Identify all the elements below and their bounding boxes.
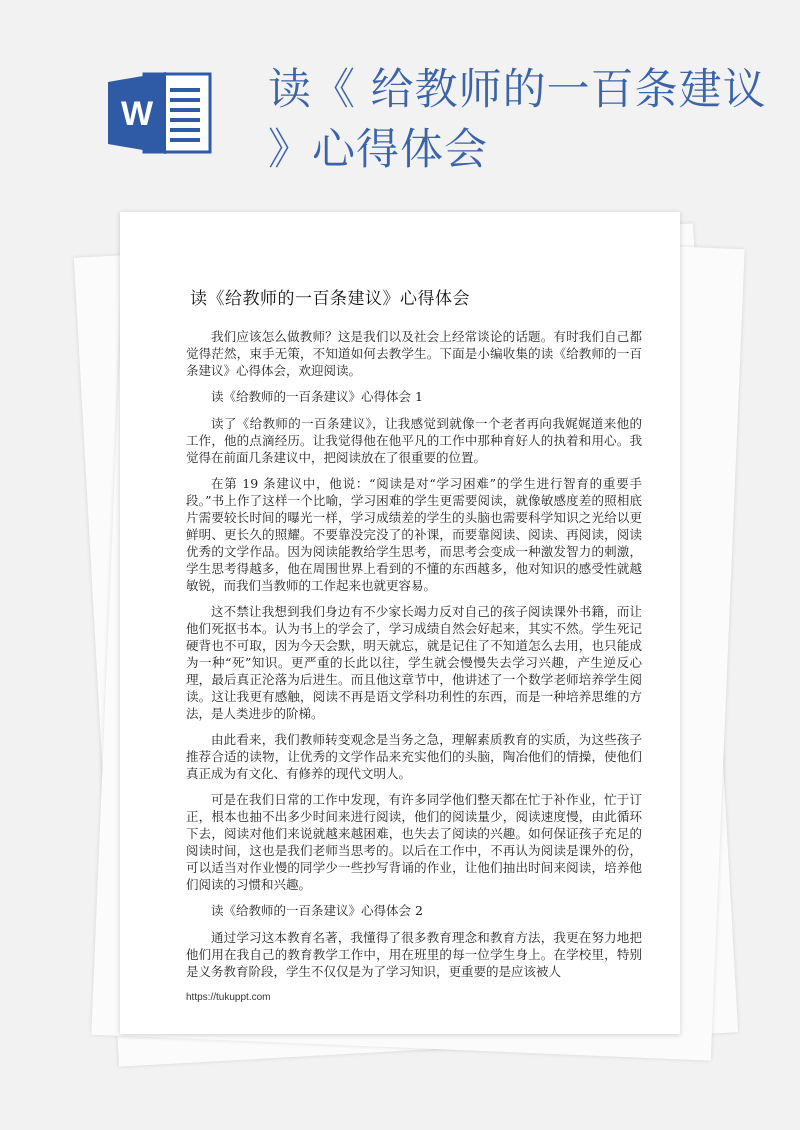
- document-body: [186, 328, 642, 989]
- word-icon-letter: W: [120, 95, 154, 133]
- section-heading: 读《给教师的一百条建议》心得体会 2: [211, 903, 423, 918]
- paragraph: 我们应该怎么做教师？这是我们以及社会上经常谈论的话题。有时我们自己都觉得茫然，束手无策，不知道如何去教学生。下面是小编收集的读《给教师的一百条建议》心得体会，欢迎阅读。: [186, 329, 642, 378]
- document-page: [120, 212, 680, 1034]
- word-document-icon: [108, 70, 218, 156]
- document-title: 读《给教师的一百条建议》心得体会: [190, 289, 470, 309]
- section-heading: 读《给教师的一百条建议》心得体会 1: [211, 389, 423, 404]
- paragraph: 可是在我们日常的工作中发现，有许多同学他们整天都在忙于补作业，忙于订正，根本也抽不出多少时间来进行阅读，他们的阅读量少，阅读速度慢，由此循环下去，阅读对他们来说就越来越困难，也失去了阅读的兴趣。如何保证孩子充足的阅读时间，这也是我们老师当思考的。以后在工作中，不再认为阅读是课外的份，可以适当对作业慢的同学少一些抄写背诵的作业，让他们抽出时间来阅读，培养他们阅读的习惯和兴趣。: [186, 792, 642, 892]
- paragraph: 由此看来，我们教师转变观念是当务之急，理解素质教育的实质，为这些孩子推荐合适的读物，让优秀的文学作品来充实他们的头脑，陶冶他们的情操，使他们真正成为有文化、有修养的现代文明人。: [186, 732, 642, 781]
- paragraph: 在第 19 条建议中，他说：“阅读是对“学习困难”的学生进行智育的重要手段。”书上作了这样一个比喻，学习困难的学生更需要阅读，就像敏感度差的照相底片需要较长时间的曝光一样，学习成绩差的学生的头脑也需要科学知识之光给以更鲜明、更长久的照耀。不要靠没完没了的补课，而要靠阅读、阅读、再阅读，阅读优秀的文学作品。因为阅读能教给学生思考，而思考会变成一种激发智力的刺激，学生思考得越多，他在周围世界上看到的不懂的东西越多，他对知识的感受性就越敏锐，而我们当教师的工作起来也就更容易。: [186, 476, 642, 593]
- paragraph: 这不禁让我想到我们身边有不少家长竭力反对自己的孩子阅读课外书籍，而让他们死抠书本。认为书上的学会了，学习成绩自然会好起来，其实不然。学生死记硬背也不可取，因为今天会默，明天就忘，就是记住了不知道怎么去用，也只能成为一种“死”知识。更严重的长此以往，学生就会慢慢失去学习兴趣，产生逆反心理，最后真正沦落为后进生。而且他这章节中，他讲述了一个数学老师培养学生阅读。这让我更有感触，阅读不再是语文学科功利性的东西，而是一种培养思维的方法，是人类进步的阶梯。: [186, 604, 642, 721]
- banner-title: 读《 给教师的一百条建议 》心得体会: [268, 65, 767, 175]
- header-banner: [0, 0, 800, 200]
- footer-url: https://tukuppt.com: [186, 992, 271, 1003]
- paragraph: 通过学习这本教育名著，我懂得了很多教育理念和教育方法，我更在努力地把他们用在我自己的教育教学工作中，用在班里的每一位学生身上。在学校里，特别是义务教育阶段，学生不仅仅是为了学习知识，更重要的是应该被人: [186, 930, 642, 979]
- paragraph: 读了《给教师的一百条建议》，让我感觉到就像一个老者再向我娓娓道来他的工作，他的点滴经历。让我觉得他在他平凡的工作中那种育好人的执着和用心。我觉得在前面几条建议中，把阅读放在了很重要的位置。: [186, 416, 642, 465]
